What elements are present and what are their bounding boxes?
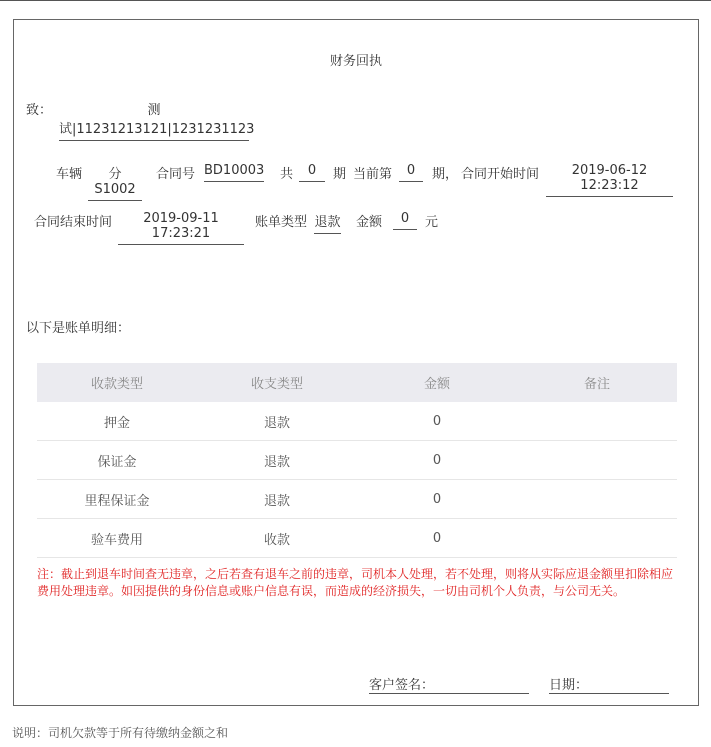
date-label: 日期： [549,678,589,693]
financial-receipt [13,19,699,706]
total-periods-suffix: 期 [333,167,347,182]
current-period-value: 0 [399,163,423,182]
top-divider [0,0,711,1]
bill-type-value: 退款 [314,211,341,234]
cell-payment-type: 验车费用 [37,519,197,558]
to-value: 测试|11231213121|1231231123 [59,99,249,141]
footer-note: 说明：司机欠款等于所有待缴纳金额之和 [12,726,229,740]
cell-remark [517,441,677,480]
header-income-expense-type: 收支类型 [197,363,357,402]
bill-details-table [37,363,677,558]
cell-remark [517,519,677,558]
vehicle-value: 分S1002 [88,163,142,201]
cell-amount: 0 [357,480,517,519]
total-periods-label: 共 [280,167,294,182]
contract-no-value: BD10003 [204,163,264,182]
receipt-title: 财务回执 [329,54,382,69]
signature-line [369,693,529,694]
header-payment-type: 收款类型 [37,363,197,402]
signature-label: 客户签名： [369,678,435,693]
contract-end-value: 2019-09-11 17:23:21 [118,211,244,245]
cell-amount: 0 [357,402,517,441]
date-line [549,693,669,694]
current-period-label: 当前第 [353,167,393,182]
details-label: 以下是账单明细： [26,321,131,336]
amount-value: 0 [393,211,417,230]
amount-suffix: 元 [425,215,439,230]
table-row [37,441,677,480]
to-label: 致： [26,103,53,118]
bill-type-label: 账单类型 [255,215,308,230]
cell-income-expense-type: 退款 [197,402,357,441]
cell-payment-type: 保证金 [37,441,197,480]
table-row [37,402,677,441]
contract-start-value: 2019-06-12 12:23:12 [546,163,673,197]
disclaimer-note: 注：截止到退车时间查无违章，之后若查有退车之前的违章，司机本人处理，若不处理，则将从实际应退金额里扣除相应费用处理违章。如因提供的身份信息或账户信息有误，而造成的经济损失，一切由司机个人负责，与公司无关。 [37,567,674,598]
header-amount: 金额 [357,363,517,402]
contract-start-label: 合同开始时间 [461,167,540,182]
amount-label: 金额 [356,215,383,230]
table-row [37,480,677,519]
cell-amount: 0 [357,441,517,480]
total-periods-value: 0 [299,163,325,182]
cell-income-expense-type: 收款 [197,519,357,558]
cell-remark [517,402,677,441]
contract-end-label: 合同结束时间 [34,215,113,230]
current-period-suffix: 期， [432,167,459,182]
cell-remark [517,480,677,519]
table-header-row [37,363,677,402]
cell-payment-type: 押金 [37,402,197,441]
vehicle-label: 车辆 [56,167,83,182]
cell-payment-type: 里程保证金 [37,480,197,519]
contract-no-label: 合同号 [156,167,196,182]
table-row [37,519,677,558]
header-remark: 备注 [517,363,677,402]
cell-income-expense-type: 退款 [197,441,357,480]
cell-income-expense-type: 退款 [197,480,357,519]
cell-amount: 0 [357,519,517,558]
